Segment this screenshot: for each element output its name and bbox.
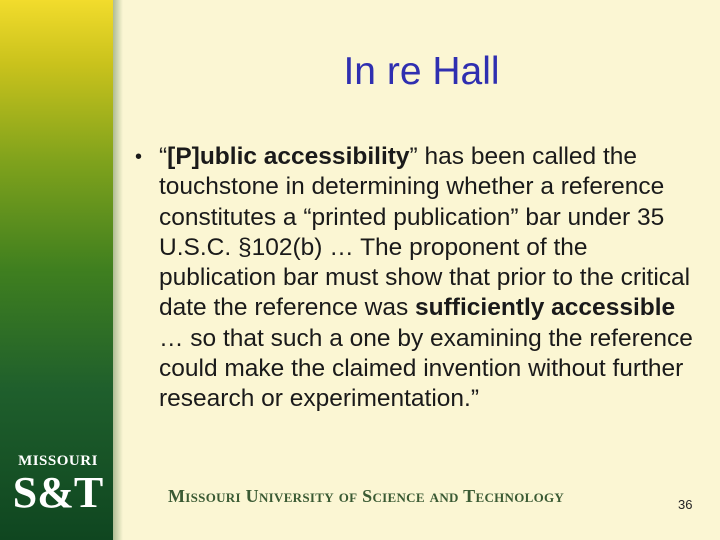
quote-text-2: … so that such a one by examining the reference could make the claimed invention without further research or experimentation.”	[159, 324, 693, 413]
quote-bold-sufficiently-accessible: sufficiently accessible	[415, 294, 676, 322]
missouri-st-logo	[12, 453, 104, 516]
bullet-item	[135, 142, 695, 415]
sidebar-edge-shadow	[113, 0, 123, 540]
page-number: 36	[678, 497, 693, 512]
footer-university-name: Missouri University of Science and Technology	[168, 486, 565, 506]
logo-main-text: S&T	[12, 468, 104, 517]
slide-body	[135, 142, 695, 415]
quote-bold-public-accessibility: [P]ublic accessibility	[167, 143, 410, 170]
quote-text-1: ” has been called the touchstone in determining whether a reference constitutes a “printed publication” bar under 35 U.S.C. §102(b) … The proponent of the publication bar must show that prior to the critical date the reference was	[159, 143, 691, 322]
logo-top-text: MISSOURI	[18, 453, 98, 469]
bullet-icon: •	[135, 146, 143, 168]
quote-open: “	[159, 143, 168, 170]
slide-title: In re Hall	[343, 50, 500, 93]
